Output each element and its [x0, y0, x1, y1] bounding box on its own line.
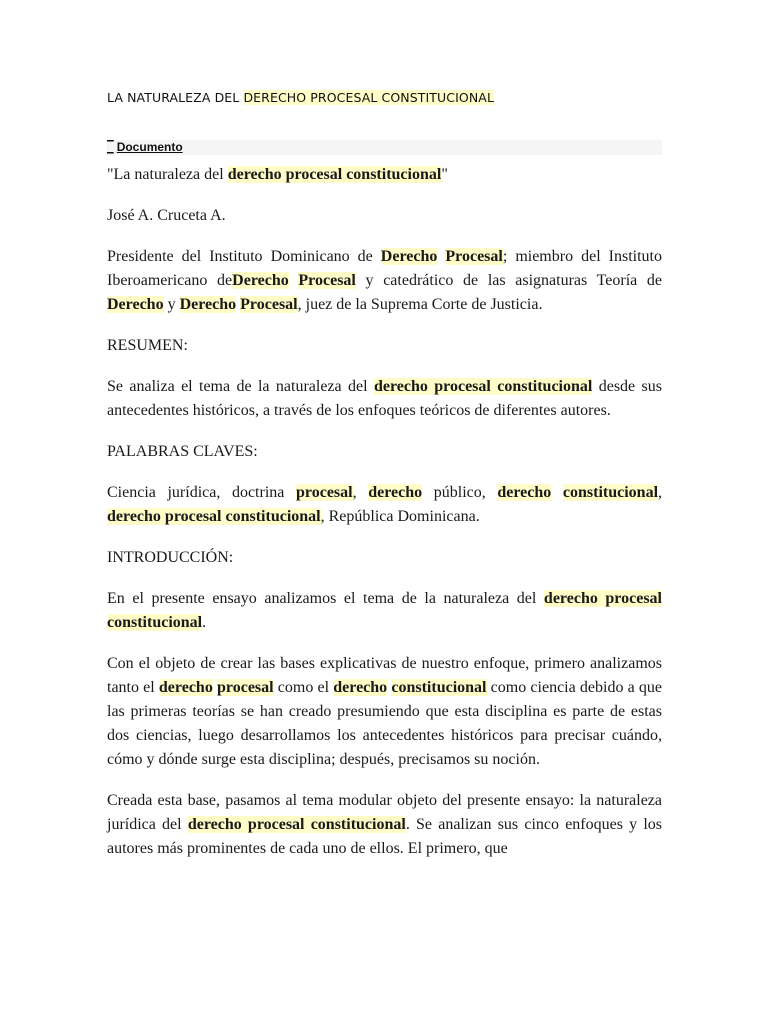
link-mark-2: _ — [107, 140, 114, 154]
author-paragraph: José A. Cruceta A. — [107, 207, 226, 224]
keyword: Derecho — [232, 272, 289, 289]
document-link[interactable] — [107, 130, 662, 155]
quote-paragraph — [107, 163, 662, 187]
objeto-paragraph — [107, 652, 662, 772]
title-prefix: LA NATURALEZA DEL — [107, 90, 244, 105]
keyword: derecho procesal constitucional — [107, 590, 662, 631]
keyword: Derecho — [107, 296, 164, 313]
text: Creada esta base, pasamos al tema modular objeto del presente ensayo: la naturaleza jurídica del — [107, 792, 662, 833]
keyword: Procesal — [298, 272, 356, 289]
text: "La naturaleza del — [107, 166, 228, 183]
text: Presidente del Instituto Dominicano de — [107, 248, 381, 265]
text: y — [163, 296, 180, 313]
keyword: procesal — [296, 484, 353, 501]
document-title — [107, 90, 494, 105]
keyword: derecho procesal constitucional — [373, 378, 593, 395]
intro-heading: INTRODUCCIÓN: — [107, 549, 234, 566]
keyword: constitucional — [562, 484, 659, 501]
text: público, — [422, 484, 498, 501]
text: , — [658, 484, 663, 501]
text: ; miembro del Instituto Iberoamericano de — [107, 248, 662, 289]
bio-paragraph — [107, 245, 662, 317]
creada-paragraph — [107, 789, 662, 861]
palabras-paragraph — [107, 481, 662, 529]
document-link-label[interactable]: Documento — [116, 140, 183, 154]
keyword: Derecho — [380, 248, 438, 265]
keyword: derecho — [368, 484, 423, 501]
text: . Se analizan sus cinco enfoques y los autores más prominentes de cada uno de ellos. El primero, que — [107, 816, 663, 857]
palabras-heading: PALABRAS CLAVES: — [107, 443, 258, 460]
text: , República Dominicana. — [320, 508, 480, 525]
keyword: procesal — [217, 679, 274, 696]
link-mark: _ — [107, 128, 114, 142]
text: y catedrático de las asignaturas Teoría de — [355, 272, 663, 289]
text: como el — [273, 679, 334, 696]
keyword: Procesal — [240, 296, 298, 313]
keyword: Procesal — [445, 248, 503, 265]
keyword: derecho procesal constitucional — [107, 508, 321, 525]
document-link-bar[interactable] — [107, 140, 662, 155]
keyword: Derecho — [179, 296, 237, 313]
text: desde sus antecedentes históricos, a través de los enfoques teóricos de diferentes autores. — [107, 378, 662, 419]
title-highlight: DERECHO PROCESAL CONSTITUCIONAL — [243, 90, 495, 105]
keyword: derecho — [497, 484, 552, 501]
text: , juez de la Suprema Corte de Justicia. — [297, 296, 543, 313]
text: En el presente ensayo analizamos el tema de la naturaleza del — [107, 590, 544, 607]
text: , — [352, 484, 369, 501]
text: . — [202, 614, 207, 631]
text: como ciencia debido a que las primeras teorías se han creado presumiendo que esta disciplina es parte de estas dos ciencias, luego desarrollamos los antecedentes históricos para precisar cuándo, cómo y dónde surge esta disciplina; después, precisamos su noción. — [107, 679, 663, 768]
keyword: derecho procesal constitucional — [187, 816, 406, 833]
keyword: derecho — [333, 679, 388, 696]
document-body — [107, 163, 662, 878]
text: Con el objeto de crear las bases explicativas de nuestro enfoque, primero analizamos tanto el — [107, 655, 662, 696]
resumen-paragraph — [107, 375, 662, 423]
text: " — [441, 166, 448, 183]
keyword: constitucional — [391, 679, 487, 696]
text: Ciencia jurídica, doctrina — [107, 484, 296, 501]
text: Se analiza el tema de la naturaleza del — [107, 378, 374, 395]
keyword: derecho — [158, 679, 213, 696]
intro-paragraph — [107, 587, 662, 635]
keyword: derecho procesal constitucional — [227, 166, 442, 183]
resumen-heading: RESUMEN: — [107, 337, 188, 354]
